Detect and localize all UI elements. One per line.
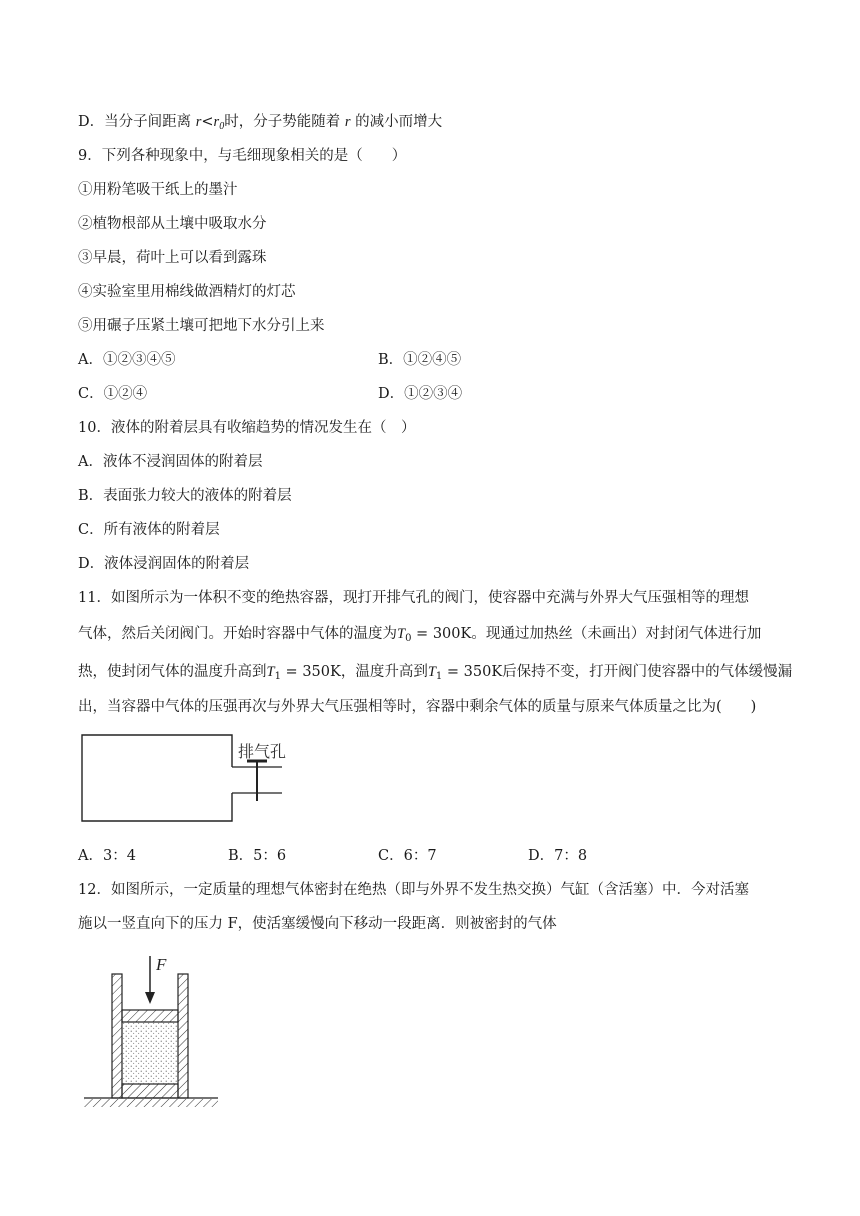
q11-figure-label: 排气孔 xyxy=(238,742,287,761)
q10-option-b: B．表面张力较大的液体的附着层 xyxy=(78,488,292,504)
q8-d-var-r2: r xyxy=(344,114,351,130)
q8-d-text-b: 时，分子势能随着 xyxy=(224,114,345,130)
q9-option-a: A．①②③④⑤ xyxy=(78,352,176,368)
q10-stem: 10．液体的附着层具有收缩趋势的情况发生在（ ） xyxy=(78,420,416,436)
q11-line-2a: 气体，然后关闭阀门。开始时容器中气体的温度为 xyxy=(78,626,397,642)
q9-item-4: ④实验室里用棉线做酒精灯的灯芯 xyxy=(78,284,296,300)
q8-d-var-r: r xyxy=(195,114,202,130)
q11-t0-value: = 300K xyxy=(411,626,472,642)
q8-d-text-c: 的减小而增大 xyxy=(350,114,443,130)
q11-var-t1-second: T xyxy=(427,664,436,680)
q11-var-t1-first-sub: 1 xyxy=(274,671,281,682)
q12-force-label: F xyxy=(156,955,167,974)
q11-var-t1-first: T xyxy=(266,664,275,680)
q11-line-2b: 。现通过加热丝（未画出）对封闭气体进行加 xyxy=(471,626,762,642)
q11-var-t0: T xyxy=(397,626,406,642)
q11-line-3c: 后保持不变，打开阀门使容器中的气体缓慢漏 xyxy=(502,664,793,680)
q9-option-c: C．①②④ xyxy=(78,386,148,402)
q12-cylinder-bottom xyxy=(122,1084,178,1098)
q11-line-3 xyxy=(78,662,792,687)
q9-item-5: ⑤用碾子压紧土壤可把地下水分引上来 xyxy=(78,318,325,334)
q11-line-3a: 热，使封闭气体的温度升高到 xyxy=(78,664,267,680)
q10-option-a: A．液体不浸润固体的附着层 xyxy=(78,454,263,470)
q8-d-less-than: < xyxy=(201,114,214,130)
q12-line-1: 12．如图所示，一定质量的理想气体密封在绝热（即与外界不发生热交换）气缸（含活塞）中．今对活塞 xyxy=(78,882,749,898)
q12-cylinder-figure xyxy=(80,950,222,1110)
q8-option-d xyxy=(78,112,442,137)
q11-option-d: D．7：8 xyxy=(528,848,588,864)
q12-cylinder-wall-left xyxy=(112,974,122,1098)
q8-d-var-r0: r xyxy=(213,114,220,130)
q11-t1-value-second: = 350K xyxy=(442,664,503,680)
q11-container-figure xyxy=(80,733,300,825)
q9-stem: 9．下列各种现象中，与毛细现象相关的是（ ） xyxy=(78,148,407,164)
q12-gas xyxy=(122,1022,178,1084)
q11-option-c: C．6：7 xyxy=(378,848,437,864)
q9-item-1: ①用粉笔吸干纸上的墨汁 xyxy=(78,182,238,198)
q11-option-b: B．5：6 xyxy=(228,848,287,864)
q11-line-1: 11．如图所示为一体积不变的绝热容器，现打开排气孔的阀门，使容器中充满与外界大气压强相等的理想 xyxy=(78,590,749,606)
q10-option-c: C．所有液体的附着层 xyxy=(78,522,220,538)
q9-item-3: ③早晨，荷叶上可以看到露珠 xyxy=(78,250,267,266)
q8-d-var-r0-sub: 0 xyxy=(219,121,225,132)
q9-option-b: B．①②④⑤ xyxy=(378,352,462,368)
q11-option-a: A．3：4 xyxy=(78,848,136,864)
q11-var-t0-sub: 0 xyxy=(405,633,412,644)
q11-line-2 xyxy=(78,624,761,649)
q11-line-4: 出，当容器中气体的压强再次与外界大气压强相等时，容器中剩余气体的质量与原来气体质量之比为( ) xyxy=(78,699,757,715)
q12-force-arrow-head xyxy=(145,992,155,1004)
q10-option-d: D．液体浸润固体的附着层 xyxy=(78,556,250,572)
q11-line-3b: ，温度升高到 xyxy=(340,664,428,680)
q12-cylinder-wall-right xyxy=(178,974,188,1098)
q11-t1-value-first: = 350K xyxy=(280,664,341,680)
q12-ground-hatch xyxy=(84,1099,218,1107)
q11-var-t1-second-sub: 1 xyxy=(435,671,443,682)
q11-container-body xyxy=(82,735,232,821)
q8-d-text-a: D．当分子间距离 xyxy=(78,114,196,130)
q9-option-d: D．①②③④ xyxy=(378,386,463,402)
q12-piston xyxy=(122,1010,178,1022)
q9-item-2: ②植物根部从土壤中吸取水分 xyxy=(78,216,267,232)
q12-line-2: 施以一竖直向下的压力 F，使活塞缓慢向下移动一段距离．则被密封的气体 xyxy=(78,916,557,932)
